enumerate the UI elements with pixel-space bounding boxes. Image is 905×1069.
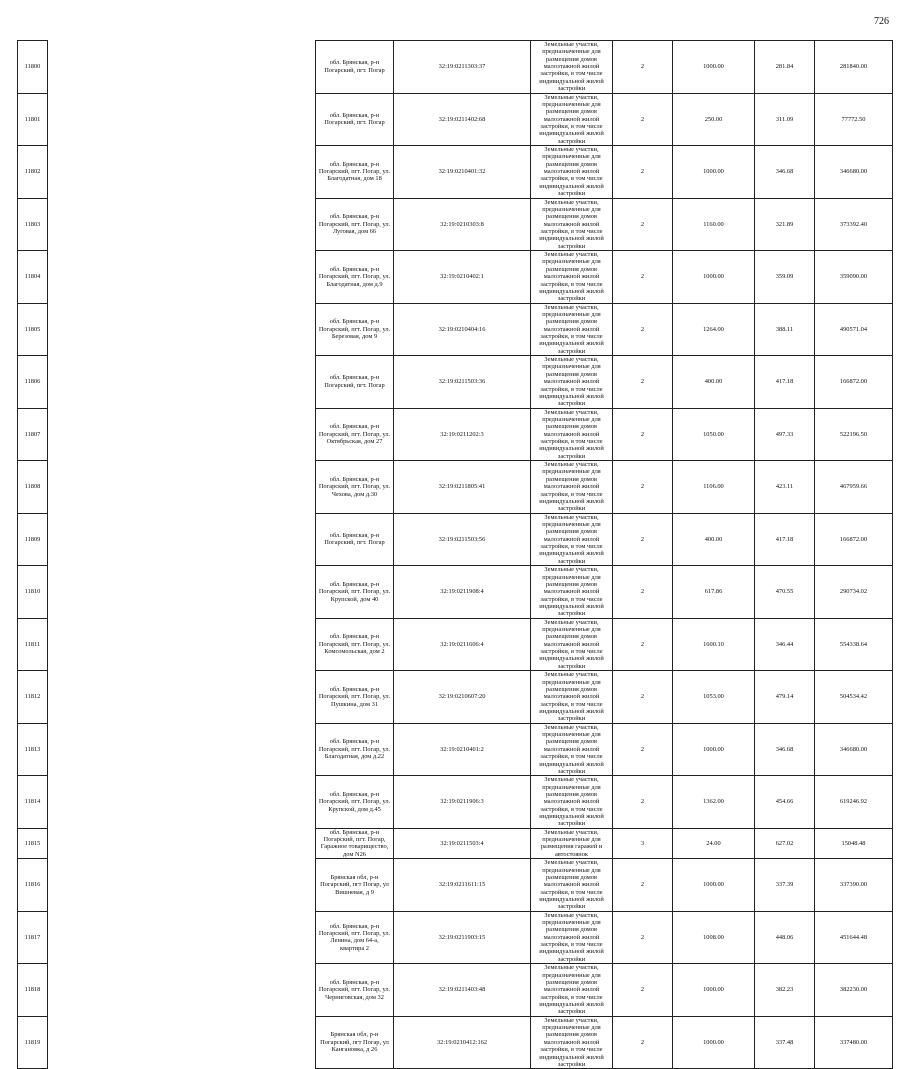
cadastral-value-cell: 382230.00 [815, 964, 893, 1017]
spacer-cell [48, 566, 316, 619]
spacer-cell [48, 911, 316, 964]
spacer-cell [48, 671, 316, 724]
spacer-cell [48, 776, 316, 829]
spacer-cell [48, 964, 316, 1017]
land-use-cell: Земельные участки, предназначенные для размещения домов малоэтажной жилой застройки, в том числе индивидуальной жилой застройки [531, 93, 613, 146]
row-number-cell: 11818 [18, 964, 48, 1017]
cadastral-value-cell: 281840.00 [815, 41, 893, 94]
cadastral-number-cell: 32:19:0210401:32 [394, 146, 531, 199]
cadastral-number-cell: 32:19:0211908:4 [394, 566, 531, 619]
cadastral-value-cell: 290734.02 [815, 566, 893, 619]
address-cell: обл. Брянская, р-н Погарский, пгт. Погар, ул. Благодатная, дом 18 [316, 146, 394, 199]
cadastral-number-cell: 32:19:0211503:36 [394, 356, 531, 409]
specific-value-cell: 337.48 [755, 1016, 815, 1069]
area-cell: 1000.00 [673, 251, 755, 304]
row-number-cell: 11806 [18, 356, 48, 409]
land-cadastral-table [17, 40, 893, 1069]
spacer-cell [48, 859, 316, 912]
address-cell: обл. Брянская, р-н Погарский, пгт. Погар [316, 513, 394, 566]
cadastral-number-cell: 32:19:0211503:4 [394, 828, 531, 858]
group-cell: 3 [613, 828, 673, 858]
group-cell: 2 [613, 41, 673, 94]
table-row [18, 859, 893, 912]
table-row [18, 303, 893, 356]
specific-value-cell: 359.09 [755, 251, 815, 304]
area-cell: 1600.10 [673, 618, 755, 671]
cadastral-number-cell: 32:19:0211606:4 [394, 618, 531, 671]
table-row [18, 251, 893, 304]
cadastral-number-cell: 32:19:0211611:15 [394, 859, 531, 912]
area-cell: 1000.00 [673, 723, 755, 776]
address-cell: обл. Брянская, р-н Погарский, пгт. Погар, ул. Луговая, дом 66 [316, 198, 394, 251]
group-cell: 2 [613, 618, 673, 671]
cadastral-value-cell: 346680.00 [815, 146, 893, 199]
spacer-cell [48, 1016, 316, 1069]
cadastral-value-cell: 346680.00 [815, 723, 893, 776]
area-cell: 400.00 [673, 513, 755, 566]
group-cell: 2 [613, 1016, 673, 1069]
row-number-cell: 11808 [18, 461, 48, 514]
land-use-cell: Земельные участки, предназначенные для размещения домов малоэтажной жилой застройки, в том числе индивидуальной жилой застройки [531, 513, 613, 566]
spacer-cell [48, 618, 316, 671]
table-row [18, 513, 893, 566]
cadastral-value-cell: 373392.40 [815, 198, 893, 251]
land-use-cell: Земельные участки, предназначенные для размещения домов малоэтажной жилой застройки, в том числе индивидуальной жилой застройки [531, 723, 613, 776]
table-row [18, 461, 893, 514]
cadastral-number-cell: 32:19:0210303:8 [394, 198, 531, 251]
row-number-cell: 11802 [18, 146, 48, 199]
cadastral-number-cell: 32:19:0211202:3 [394, 408, 531, 461]
row-number-cell: 11805 [18, 303, 48, 356]
row-number-cell: 11803 [18, 198, 48, 251]
group-cell: 2 [613, 776, 673, 829]
land-use-cell: Земельные участки, предназначенные для размещения гаражей и автостоянок [531, 828, 613, 858]
spacer-cell [48, 146, 316, 199]
area-cell: 1000.00 [673, 146, 755, 199]
specific-value-cell: 281.84 [755, 41, 815, 94]
address-cell: обл. Брянская, р-н Погарский, пгт. Погар, ул. Комсомольская, дом 2 [316, 618, 394, 671]
land-use-cell: Земельные участки, предназначенные для размещения домов малоэтажной жилой застройки, в том числе индивидуальной жилой застройки [531, 618, 613, 671]
table-row [18, 964, 893, 1017]
address-cell: обл. Брянская, р-н Погарский, пгт. Погар, ул. Чехова, дом д.30 [316, 461, 394, 514]
specific-value-cell: 346.68 [755, 146, 815, 199]
group-cell: 2 [613, 408, 673, 461]
specific-value-cell: 417.18 [755, 356, 815, 409]
address-cell: обл. Брянская, р-н Погарский, пгт. Погар, ул. Благодатная, дом д.22 [316, 723, 394, 776]
cadastral-number-cell: 32:19:0210412:162 [394, 1016, 531, 1069]
row-number-cell: 11816 [18, 859, 48, 912]
area-cell: 1000.00 [673, 964, 755, 1017]
specific-value-cell: 337.39 [755, 859, 815, 912]
address-cell: Брянская обл, р-н Погарский, пгт Погар, ул Кангановка, д 26 [316, 1016, 394, 1069]
table-row [18, 618, 893, 671]
group-cell: 2 [613, 964, 673, 1017]
specific-value-cell: 470.55 [755, 566, 815, 619]
address-cell: обл. Брянская, р-н Погарский, пгт. Погар, ул. Благодатная, дом д.9 [316, 251, 394, 304]
specific-value-cell: 479.14 [755, 671, 815, 724]
area-cell: 24.00 [673, 828, 755, 858]
cadastral-value-cell: 522196.50 [815, 408, 893, 461]
group-cell: 2 [613, 356, 673, 409]
land-use-cell: Земельные участки, предназначенные для размещения домов малоэтажной жилой застройки, в том числе индивидуальной жилой застройки [531, 566, 613, 619]
area-cell: 1000.00 [673, 1016, 755, 1069]
area-cell: 1008.00 [673, 911, 755, 964]
table-row [18, 671, 893, 724]
land-use-cell: Земельные участки, предназначенные для размещения домов малоэтажной жилой застройки, в том числе индивидуальной жилой застройки [531, 408, 613, 461]
page-number: 726 [874, 16, 889, 27]
area-cell: 400.00 [673, 356, 755, 409]
group-cell: 2 [613, 859, 673, 912]
cadastral-number-cell: 32:19:0211303:37 [394, 41, 531, 94]
table-row [18, 93, 893, 146]
cadastral-number-cell: 32:19:0211906:3 [394, 776, 531, 829]
spacer-cell [48, 408, 316, 461]
spacer-cell [48, 356, 316, 409]
specific-value-cell: 388.11 [755, 303, 815, 356]
row-number-cell: 11804 [18, 251, 48, 304]
cadastral-number-cell: 32:19:0210401:2 [394, 723, 531, 776]
land-use-cell: Земельные участки, предназначенные для размещения домов малоэтажной жилой застройки, в том числе индивидуальной жилой застройки [531, 198, 613, 251]
address-cell: обл. Брянская, р-н Погарский, пгт. Погар, ул. Крупской, дом д.45 [316, 776, 394, 829]
table-row [18, 1016, 893, 1069]
cadastral-value-cell: 554338.64 [815, 618, 893, 671]
land-use-cell: Земельные участки, предназначенные для размещения домов малоэтажной жилой застройки, в том числе индивидуальной жилой застройки [531, 356, 613, 409]
address-cell: обл. Брянская, р-н Погарский, пгт. Погар, Гаражное товарищество, дом N26 [316, 828, 394, 858]
address-cell: обл. Брянская, р-н Погарский, пгт. Погар [316, 356, 394, 409]
cadastral-number-cell: 32:19:0210402:1 [394, 251, 531, 304]
specific-value-cell: 627.02 [755, 828, 815, 858]
address-cell: обл. Брянская, р-н Погарский, пгт. Погар [316, 41, 394, 94]
specific-value-cell: 382.23 [755, 964, 815, 1017]
specific-value-cell: 321.89 [755, 198, 815, 251]
spacer-cell [48, 251, 316, 304]
table-row [18, 146, 893, 199]
address-cell: обл. Брянская, р-н Погарский, пгт. Погар, ул. Березовая, дом 9 [316, 303, 394, 356]
cadastral-number-cell: 32:19:0211903:15 [394, 911, 531, 964]
row-number-cell: 11819 [18, 1016, 48, 1069]
group-cell: 2 [613, 303, 673, 356]
cadastral-value-cell: 337390.00 [815, 859, 893, 912]
spacer-cell [48, 828, 316, 858]
area-cell: 1160.00 [673, 198, 755, 251]
area-cell: 1362.00 [673, 776, 755, 829]
spacer-cell [48, 513, 316, 566]
area-cell: 1106.00 [673, 461, 755, 514]
specific-value-cell: 497.33 [755, 408, 815, 461]
spacer-cell [48, 723, 316, 776]
land-use-cell: Земельные участки, предназначенные для размещения домов малоэтажной жилой застройки, в том числе индивидуальной жилой застройки [531, 671, 613, 724]
group-cell: 2 [613, 198, 673, 251]
address-cell: Брянская обл, р-н Погарский, пгт Погар, ул Вишневая, д 9 [316, 859, 394, 912]
group-cell: 2 [613, 911, 673, 964]
area-cell: 1050.00 [673, 408, 755, 461]
row-number-cell: 11812 [18, 671, 48, 724]
table-row [18, 198, 893, 251]
address-cell: обл. Брянская, р-н Погарский, пгт. Погар, ул. Крупской, дом 40 [316, 566, 394, 619]
row-number-cell: 11807 [18, 408, 48, 461]
row-number-cell: 11815 [18, 828, 48, 858]
land-use-cell: Земельные участки, предназначенные для размещения домов малоэтажной жилой застройки, в том числе индивидуальной жилой застройки [531, 1016, 613, 1069]
specific-value-cell: 346.44 [755, 618, 815, 671]
cadastral-value-cell: 359090.00 [815, 251, 893, 304]
spacer-cell [48, 41, 316, 94]
land-use-cell: Земельные участки, предназначенные для размещения домов малоэтажной жилой застройки, в том числе индивидуальной жилой застройки [531, 146, 613, 199]
land-use-cell: Земельные участки, предназначенные для размещения домов малоэтажной жилой застройки, в том числе индивидуальной жилой застройки [531, 859, 613, 912]
area-cell: 1000.00 [673, 41, 755, 94]
row-number-cell: 11813 [18, 723, 48, 776]
spacer-cell [48, 198, 316, 251]
specific-value-cell: 454.66 [755, 776, 815, 829]
cadastral-number-cell: 32:19:0211503:56 [394, 513, 531, 566]
area-cell: 250.00 [673, 93, 755, 146]
address-cell: обл. Брянская, р-н Погарский, пгт. Погар, ул. Пушкина, дом 31 [316, 671, 394, 724]
group-cell: 2 [613, 566, 673, 619]
specific-value-cell: 448.06 [755, 911, 815, 964]
land-use-cell: Земельные участки, предназначенные для размещения домов малоэтажной жилой застройки, в том числе индивидуальной жилой застройки [531, 251, 613, 304]
cadastral-value-cell: 619246.92 [815, 776, 893, 829]
cadastral-value-cell: 77772.50 [815, 93, 893, 146]
cadastral-value-cell: 490571.04 [815, 303, 893, 356]
table-body [18, 41, 893, 1069]
cadastral-value-cell: 166872.00 [815, 356, 893, 409]
cadastral-number-cell: 32:19:0211403:48 [394, 964, 531, 1017]
row-number-cell: 11811 [18, 618, 48, 671]
land-use-cell: Земельные участки, предназначенные для размещения домов малоэтажной жилой застройки, в том числе индивидуальной жилой застройки [531, 776, 613, 829]
area-cell: 1264.00 [673, 303, 755, 356]
group-cell: 2 [613, 513, 673, 566]
land-use-cell: Земельные участки, предназначенные для размещения домов малоэтажной жилой застройки, в том числе индивидуальной жилой застройки [531, 964, 613, 1017]
spacer-cell [48, 303, 316, 356]
row-number-cell: 11814 [18, 776, 48, 829]
area-cell: 1053.00 [673, 671, 755, 724]
table-row [18, 566, 893, 619]
group-cell: 2 [613, 93, 673, 146]
group-cell: 2 [613, 671, 673, 724]
table-row [18, 776, 893, 829]
spacer-cell [48, 93, 316, 146]
land-use-cell: Земельные участки, предназначенные для размещения домов малоэтажной жилой застройки, в том числе индивидуальной жилой застройки [531, 41, 613, 94]
group-cell: 2 [613, 723, 673, 776]
specific-value-cell: 417.18 [755, 513, 815, 566]
group-cell: 2 [613, 251, 673, 304]
table-row [18, 356, 893, 409]
group-cell: 2 [613, 461, 673, 514]
land-use-cell: Земельные участки, предназначенные для размещения домов малоэтажной жилой застройки, в том числе индивидуальной жилой застройки [531, 461, 613, 514]
row-number-cell: 11817 [18, 911, 48, 964]
area-cell: 1000.00 [673, 859, 755, 912]
row-number-cell: 11800 [18, 41, 48, 94]
area-cell: 617.86 [673, 566, 755, 619]
table-row [18, 41, 893, 94]
cadastral-value-cell: 166872.00 [815, 513, 893, 566]
cadastral-value-cell: 467959.66 [815, 461, 893, 514]
group-cell: 2 [613, 146, 673, 199]
cadastral-number-cell: 32:19:0210607:20 [394, 671, 531, 724]
address-cell: обл. Брянская, р-н Погарский, пгт. Погар, ул. Октябрьская, дом 27 [316, 408, 394, 461]
specific-value-cell: 311.09 [755, 93, 815, 146]
cadastral-number-cell: 32:19:0211805:41 [394, 461, 531, 514]
cadastral-value-cell: 337480.00 [815, 1016, 893, 1069]
specific-value-cell: 423.11 [755, 461, 815, 514]
land-use-cell: Земельные участки, предназначенные для размещения домов малоэтажной жилой застройки, в том числе индивидуальной жилой застройки [531, 303, 613, 356]
table-row [18, 828, 893, 858]
spacer-cell [48, 461, 316, 514]
table-row [18, 723, 893, 776]
table-row [18, 408, 893, 461]
cadastral-number-cell: 32:19:0211402:68 [394, 93, 531, 146]
row-number-cell: 11809 [18, 513, 48, 566]
address-cell: обл. Брянская, р-н Погарский, пгт. Погар [316, 93, 394, 146]
row-number-cell: 11801 [18, 93, 48, 146]
specific-value-cell: 346.68 [755, 723, 815, 776]
table-row [18, 911, 893, 964]
cadastral-value-cell: 15048.48 [815, 828, 893, 858]
cadastral-value-cell: 504534.42 [815, 671, 893, 724]
row-number-cell: 11810 [18, 566, 48, 619]
address-cell: обл. Брянская, р-н Погарский, пгт. Погар, ул. Черниговская, дом 32 [316, 964, 394, 1017]
cadastral-number-cell: 32:19:0210404:16 [394, 303, 531, 356]
cadastral-value-cell: 451644.48 [815, 911, 893, 964]
address-cell: обл. Брянская, р-н Погарский, пгт. Погар, ул. Ленина, дом 64-а, квартира 2 [316, 911, 394, 964]
land-use-cell: Земельные участки, предназначенные для размещения домов малоэтажной жилой застройки, в том числе индивидуальной жилой застройки [531, 911, 613, 964]
